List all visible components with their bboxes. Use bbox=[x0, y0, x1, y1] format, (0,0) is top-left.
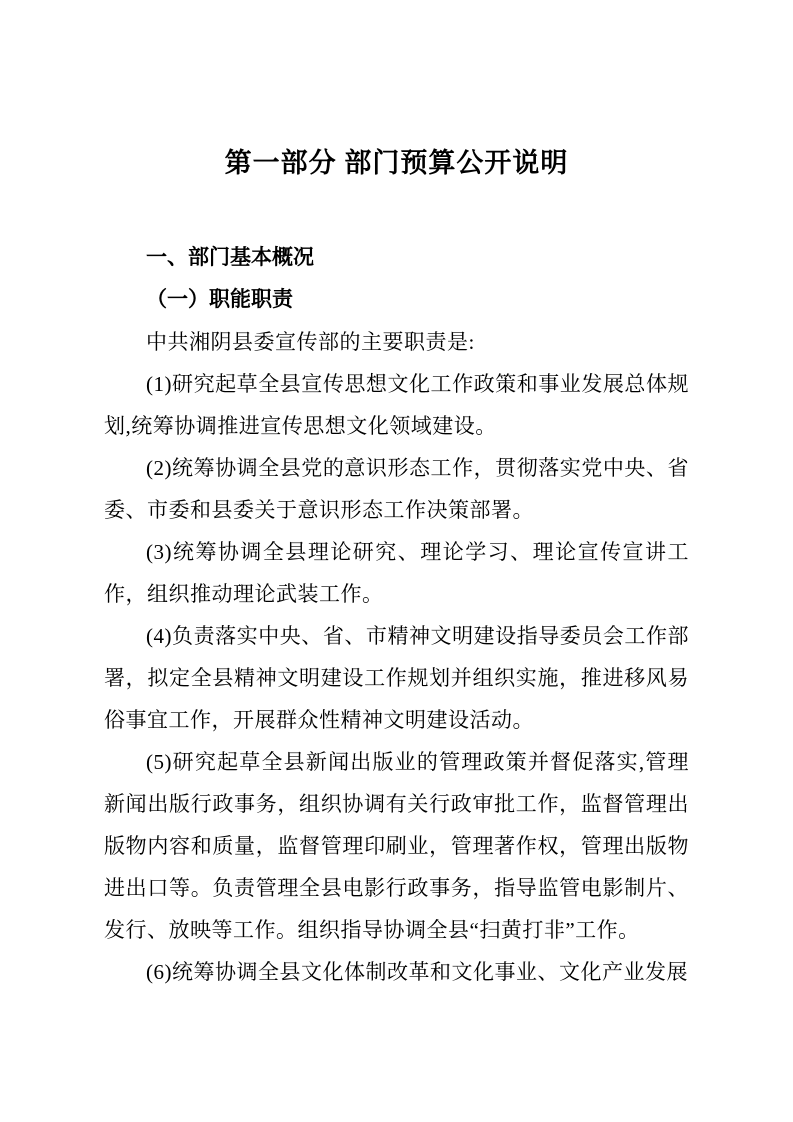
paragraph-duty-1: (1)研究起草全县宣传思想文化工作政策和事业发展总体规划,统筹协调推进宣传思想文化领域建设。 bbox=[104, 372, 689, 439]
paragraph-duty-2: (2)统筹协调全县党的意识形态工作，贯彻落实党中央、省委、市委和县委关于意识形态工作决策部署。 bbox=[104, 456, 689, 523]
subsection-heading-duties: （一）职能职责 bbox=[146, 288, 293, 312]
paragraph-duty-3: (3)统筹协调全县理论研究、理论学习、理论宣传宣讲工作，组织推动理论武装工作。 bbox=[104, 540, 689, 607]
paragraph-duty-6: (6)统筹协调全县文化体制改革和文化事业、文化产业发展 bbox=[146, 960, 688, 985]
paragraph-duty-4: (4)负责落实中央、省、市精神文明建设指导委员会工作部署，拟定全县精神文明建设工作规划并组织实施，推进移风易俗事宜工作，开展群众性精神文明建设活动。 bbox=[104, 624, 689, 733]
paragraph-duty-5: (5)研究起草全县新闻出版业的管理政策并督促落实,管理新闻出版行政事务，组织协调有关行政审批工作，监督管理出版物内容和质量，监督管理印刷业，管理著作权，管理出版物进出口等。负责管理全县电影行政事务，指导监管电影制片、发行、放映等工作。组织指导协调全县“扫黄打非”工作。 bbox=[104, 750, 689, 943]
paragraph-intro: 中共湘阴县委宣传部的主要职责是: bbox=[146, 330, 475, 355]
section-heading-basic-overview: 一、部门基本概况 bbox=[146, 246, 314, 270]
document-title: 第一部分 部门预算公开说明 bbox=[224, 148, 569, 178]
